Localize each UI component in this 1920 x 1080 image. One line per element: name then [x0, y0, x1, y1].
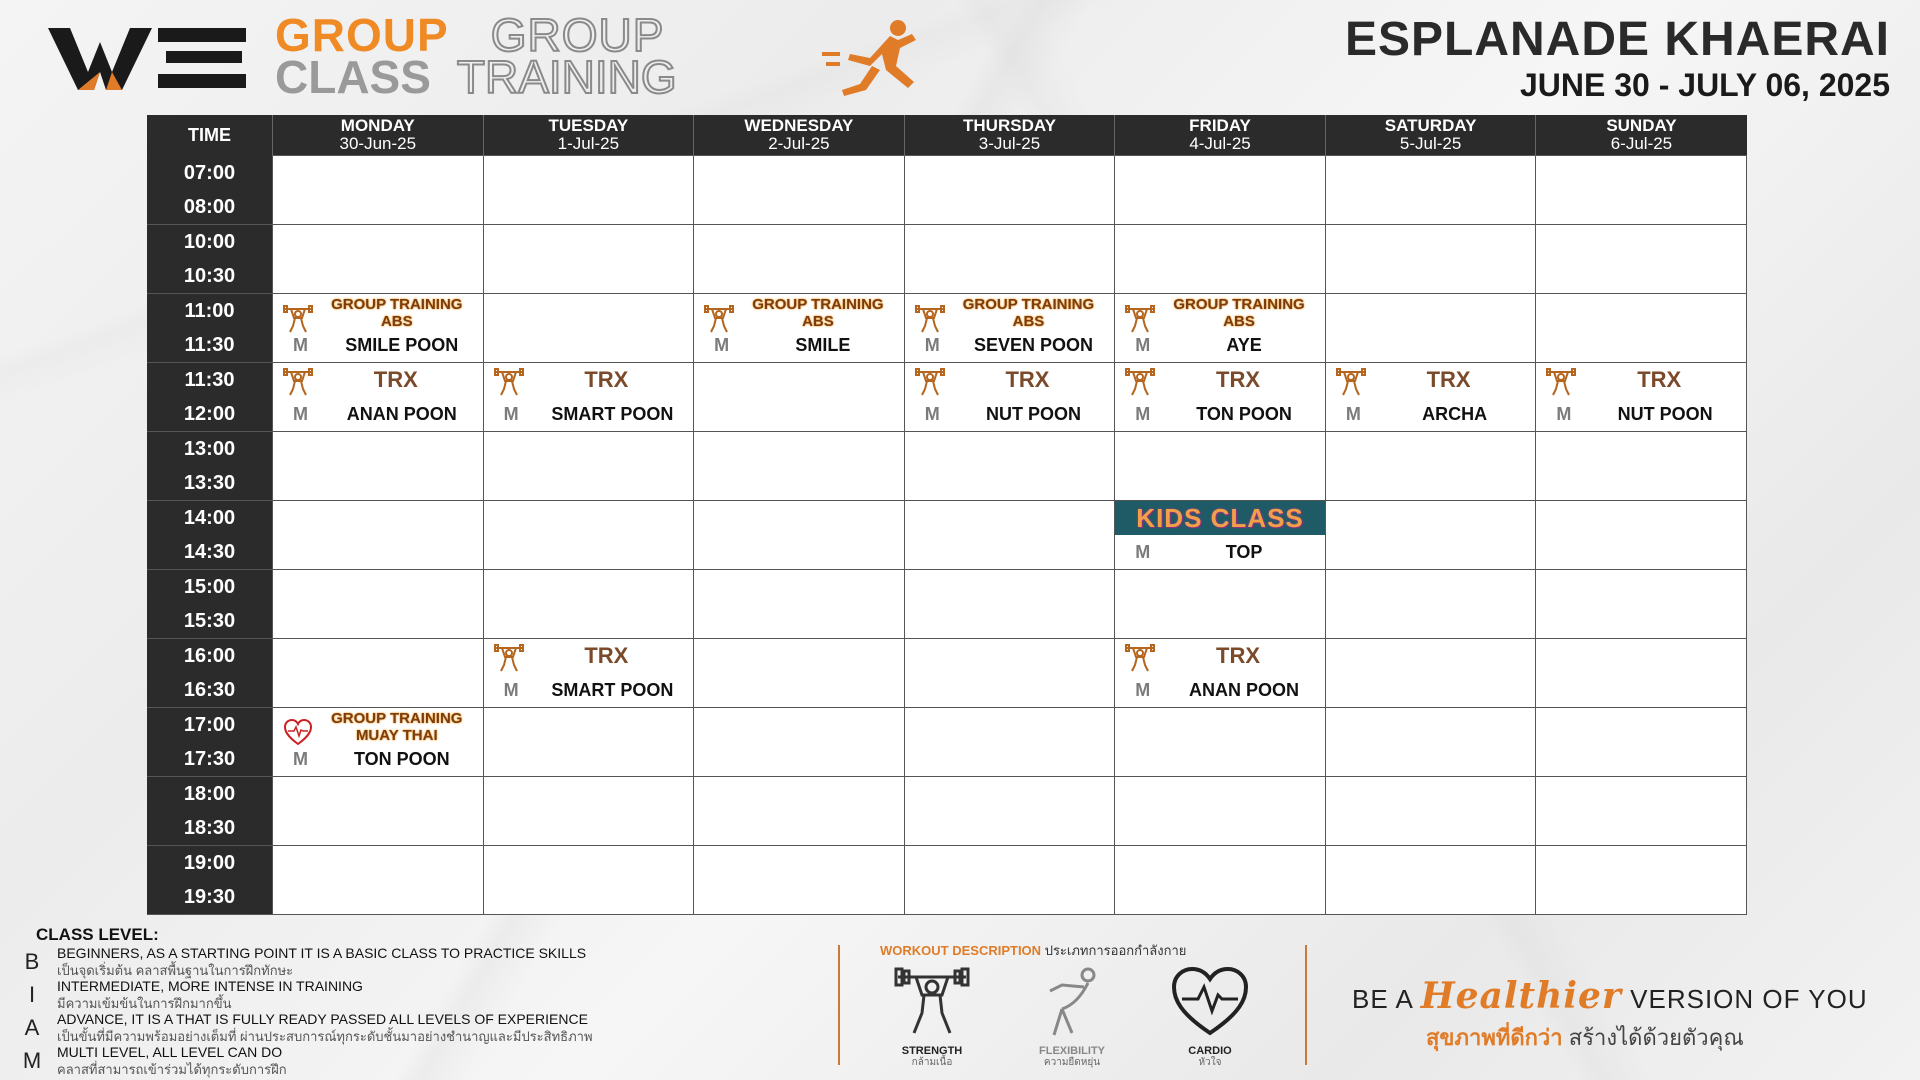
time-label: 18:30 [183, 816, 236, 839]
class-title: TRX [1216, 642, 1261, 668]
schedule-cell [904, 431, 1115, 500]
strength-icon [892, 965, 972, 1040]
strength-icon [704, 304, 734, 334]
schedule-cell [273, 707, 484, 776]
time-row [147, 362, 1747, 431]
time-label: 19:30 [183, 885, 236, 908]
class-title: GROUP TRAINING ABS [962, 295, 1095, 330]
schedule-cell [694, 776, 905, 845]
schedule-cell [273, 224, 484, 293]
schedule-cell [904, 569, 1115, 638]
cardio-icon [1170, 965, 1250, 1040]
instructor-name: ARCHA [1422, 403, 1488, 424]
schedule-cell [1115, 638, 1326, 707]
schedule-cell [1115, 293, 1326, 362]
time-cell [147, 707, 273, 776]
time-label: 10:30 [183, 264, 236, 287]
strength-icon [915, 367, 945, 397]
schedule-cell [904, 707, 1115, 776]
schedule-table [147, 115, 1747, 915]
time-cell [147, 156, 273, 225]
time-cell [147, 362, 273, 431]
schedule-cell [1536, 707, 1747, 776]
cardio-icon [283, 718, 313, 748]
class-level-legend [22, 925, 802, 1077]
time-label: 10:00 [183, 230, 236, 253]
level-item: I INTERMEDIATE, MORE INTENSE IN TRAINING มีความเข้มข้นในการฝึกมากขึ้น [28, 978, 363, 1011]
schedule-cell [904, 845, 1115, 914]
schedule-cell [273, 845, 484, 914]
schedule-cell [904, 500, 1115, 569]
schedule-cell [1115, 707, 1326, 776]
schedule-cell [483, 431, 694, 500]
class-level: M [924, 403, 940, 424]
strength-icon [494, 367, 524, 397]
day-header-tuesday: TUESDAY 1-Jul-25 [483, 115, 694, 156]
strength-icon [283, 304, 313, 334]
schedule-cell [1325, 500, 1536, 569]
instructor-name: SMART POON [551, 679, 674, 700]
schedule-cell [1115, 224, 1326, 293]
time-row [147, 638, 1747, 707]
schedule-cell [483, 707, 694, 776]
class-title: GROUP TRAINING ABS [1173, 295, 1305, 330]
schedule-cell [1536, 638, 1747, 707]
schedule-cell [1325, 224, 1536, 293]
class-block[interactable] [273, 708, 483, 776]
class-title: GROUP TRAINING MUAY THAI [331, 709, 463, 744]
schedule-cell [904, 776, 1115, 845]
instructor-name: SMILE POON [345, 334, 459, 355]
schedule-cell [1325, 776, 1536, 845]
time-label: 12:00 [183, 402, 236, 425]
class-title: TRX [1637, 366, 1682, 392]
schedule-cell [694, 845, 905, 914]
class-level: M [1135, 403, 1151, 424]
strength-icon [1546, 367, 1576, 397]
schedule-cell [1325, 156, 1536, 225]
class-level: M [293, 403, 308, 424]
time-cell [147, 293, 273, 362]
class-level: M [714, 334, 730, 355]
class-block[interactable] [1536, 363, 1746, 431]
class-block[interactable] [1115, 363, 1325, 431]
class-title: TRX [1005, 366, 1050, 392]
strength-icon [1125, 304, 1155, 334]
class-level: M [1556, 403, 1572, 424]
instructor-name: AYE [1226, 334, 1262, 355]
instructor-name: NUT POON [985, 403, 1081, 424]
strength-icon [283, 367, 313, 397]
class-level: M [1345, 403, 1361, 424]
schedule-cell [483, 362, 694, 431]
strength-icon [915, 304, 945, 334]
schedule-cell [273, 293, 484, 362]
day-header-monday: MONDAY 30-Jun-25 [273, 115, 484, 156]
time-label: 17:00 [183, 713, 236, 736]
schedule-cell [1536, 224, 1747, 293]
schedule-cell [904, 156, 1115, 225]
schedule-cell [1325, 293, 1536, 362]
footer-divider [838, 945, 840, 1065]
time-row [147, 500, 1747, 569]
time-row [147, 431, 1747, 500]
schedule-cell [1325, 638, 1536, 707]
schedule-cell [483, 500, 694, 569]
schedule-cell [1115, 362, 1326, 431]
strength-icon [1125, 367, 1155, 397]
schedule-cell [694, 431, 905, 500]
flexibility-icon [1032, 965, 1112, 1040]
class-block[interactable] [273, 294, 483, 362]
schedule-dates: JUNE 30 - JULY 06, 2025 [1519, 67, 1890, 103]
time-cell [147, 638, 273, 707]
day-header-saturday: SATURDAY 5-Jul-25 [1325, 115, 1536, 156]
time-label: 14:00 [183, 506, 236, 529]
time-label: 16:00 [183, 644, 236, 667]
strength-icon [494, 643, 524, 673]
level-item: A ADVANCE, IT IS A THAT IS FULLY READY PASSED ALL LEVELS OF EXPERIENCE เป็นขั้นที่มีความพร้อมอย่างเต็มที่ ผ่านประสบการณ์ทุกระดับชั้นมาอย่างชำนาญและมีประสิทธิภาพ [24, 1011, 593, 1044]
instructor-name: ANAN POON [1189, 679, 1300, 700]
time-row [147, 224, 1747, 293]
schedule-cell [694, 707, 905, 776]
table-header-row [147, 115, 1747, 156]
schedule-cell [1536, 569, 1747, 638]
brand-class: CLASS [275, 51, 431, 103]
instructor-name: SEVEN POON [973, 334, 1093, 355]
schedule-cell [694, 293, 905, 362]
footer-divider [1305, 945, 1307, 1065]
time-row [147, 293, 1747, 362]
day-header-thursday: THURSDAY 3-Jul-25 [904, 115, 1115, 156]
brand-group-outline: GROUP [490, 9, 665, 61]
workout-strength: STRENGTH กล้ามเนื้อ [882, 965, 982, 1068]
schedule-cell [694, 362, 905, 431]
schedule-cell [273, 776, 484, 845]
schedule-cell [1325, 707, 1536, 776]
instructor-name: NUT POON [1617, 403, 1713, 424]
class-title: GROUP TRAINING ABS [752, 295, 884, 330]
class-block[interactable] [905, 363, 1115, 431]
schedule-cell [273, 500, 484, 569]
time-label: 07:00 [183, 161, 236, 184]
class-block[interactable] [484, 639, 694, 707]
level-item: B BEGINNERS, AS A STARTING POINT IT IS A BASIC CLASS TO PRACTICE SKILLS เป็นจุดเริ่มต้น คลาสพื้นฐานในการฝึกทักษะ [24, 945, 587, 978]
class-block[interactable] [273, 363, 483, 431]
time-label: 11:30 [184, 368, 235, 391]
class-title: TRX [373, 366, 418, 392]
workout-cardio: CARDIO หัวใจ [1160, 965, 1260, 1068]
schedule-cell [483, 845, 694, 914]
schedule-cell [1325, 362, 1536, 431]
time-label: 11:00 [184, 299, 235, 322]
class-level: M [293, 748, 308, 769]
brand-training: TRAINING [456, 51, 677, 103]
time-label: 13:00 [183, 437, 236, 460]
schedule-cell [483, 224, 694, 293]
instructor-name: SMART POON [551, 403, 674, 424]
time-label: 11:30 [184, 333, 235, 356]
time-label: 13:30 [183, 471, 236, 494]
slogan-thai: สุขภาพที่ดีกว่า สร้างได้ด้วยตัวคุณ [1426, 1025, 1744, 1050]
schedule-cell [1325, 845, 1536, 914]
time-row [147, 707, 1747, 776]
schedule-cell [904, 638, 1115, 707]
schedule-cell [1115, 431, 1326, 500]
class-level: M [924, 334, 940, 355]
schedule-cell [1536, 156, 1747, 225]
schedule-cell [1536, 776, 1747, 845]
class-level: M [1135, 679, 1151, 700]
branch-name: ESPLANADE KHAERAI [1344, 13, 1890, 66]
class-block[interactable] [1115, 294, 1325, 362]
level-item: M MULTI LEVEL, ALL LEVEL CAN DO คลาสที่สามารถเข้าร่วมได้ทุกระดับการฝึก [22, 1044, 287, 1077]
brand-title [275, 9, 677, 103]
brand-group-orange: GROUP [275, 9, 449, 61]
time-cell [147, 500, 273, 569]
time-cell [147, 569, 273, 638]
schedule-cell [1115, 569, 1326, 638]
class-block[interactable] [1326, 363, 1536, 431]
class-level: M [1135, 334, 1151, 355]
schedule-cell [694, 156, 905, 225]
class-level: M [293, 334, 308, 355]
time-label: 16:30 [183, 678, 236, 701]
schedule-cell [273, 638, 484, 707]
time-row [147, 569, 1747, 638]
class-title: TRX [584, 642, 629, 668]
schedule-cell [694, 638, 905, 707]
branch-info [1345, 14, 1890, 104]
schedule-cell [1115, 845, 1326, 914]
class-block[interactable] [1115, 639, 1325, 707]
day-header-friday: FRIDAY 4-Jul-25 [1115, 115, 1326, 156]
schedule-cell [1536, 500, 1747, 569]
time-cell [147, 845, 273, 914]
schedule-cell [1115, 156, 1326, 225]
strength-icon [1125, 643, 1155, 673]
time-row [147, 156, 1747, 225]
we-logo [48, 20, 248, 92]
class-title: TRX [1216, 366, 1261, 392]
runner-icon [820, 18, 930, 98]
time-label: 08:00 [183, 195, 236, 218]
class-title: TRX [1426, 366, 1471, 392]
schedule-cell [273, 569, 484, 638]
time-label: 18:00 [183, 782, 236, 805]
schedule-cell [1115, 500, 1326, 569]
schedule-cell [904, 293, 1115, 362]
time-cell [147, 431, 273, 500]
class-level-heading: CLASS LEVEL: [36, 925, 159, 944]
class-block[interactable] [1115, 501, 1325, 569]
day-header-sunday: SUNDAY 6-Jul-25 [1536, 115, 1747, 156]
class-block[interactable] [484, 363, 694, 431]
schedule-cell [483, 293, 694, 362]
time-cell [147, 224, 273, 293]
schedule-cell [483, 569, 694, 638]
schedule-cell [904, 362, 1115, 431]
class-level: M [503, 679, 519, 700]
class-level: M [503, 403, 519, 424]
class-block[interactable] [694, 294, 904, 362]
time-label: 15:30 [183, 609, 236, 632]
time-row [147, 845, 1747, 914]
time-header: TIME [147, 115, 273, 156]
schedule-cell [1536, 293, 1747, 362]
kids-class-banner: KIDS CLASS [1115, 501, 1325, 535]
schedule-cell [483, 156, 694, 225]
instructor-name: TON POON [1196, 403, 1292, 424]
instructor-name: TOP [1225, 541, 1263, 562]
workout-flexibility: FLEXIBILITY ความยืดหยุ่น [1022, 965, 1122, 1068]
schedule-cell [694, 224, 905, 293]
instructor-name: ANAN POON [346, 403, 457, 424]
schedule-cell [904, 224, 1115, 293]
strength-icon [1336, 367, 1366, 397]
schedule-cell [1325, 431, 1536, 500]
instructor-name: SMILE [795, 334, 851, 355]
schedule-cell [1115, 776, 1326, 845]
time-label: 15:00 [183, 575, 236, 598]
slogan: BE A Healthier VERSION OF YOU [1352, 975, 1868, 1017]
schedule-cell [1536, 362, 1747, 431]
schedule-cell [273, 156, 484, 225]
time-label: 17:30 [183, 747, 236, 770]
class-level: M [1135, 541, 1151, 562]
schedule-cell [1536, 431, 1747, 500]
schedule-cell [273, 362, 484, 431]
class-block[interactable] [905, 294, 1115, 362]
schedule-cell [273, 431, 484, 500]
schedule-cell [483, 776, 694, 845]
schedule-cell [1536, 845, 1747, 914]
workout-description-label: WORKOUT DESCRIPTION ประเภทการออกกำลังกาย [880, 943, 1187, 958]
time-label: 19:00 [183, 851, 236, 874]
schedule-cell [483, 638, 694, 707]
schedule-cell [1325, 569, 1536, 638]
schedule-cell [694, 500, 905, 569]
time-cell [147, 776, 273, 845]
class-title: GROUP TRAINING ABS [331, 295, 463, 330]
time-label: 14:30 [183, 540, 236, 563]
time-row [147, 776, 1747, 845]
day-header-wednesday: WEDNESDAY 2-Jul-25 [694, 115, 905, 156]
instructor-name: TON POON [353, 748, 450, 769]
schedule-cell [694, 569, 905, 638]
class-title: TRX [584, 366, 629, 392]
